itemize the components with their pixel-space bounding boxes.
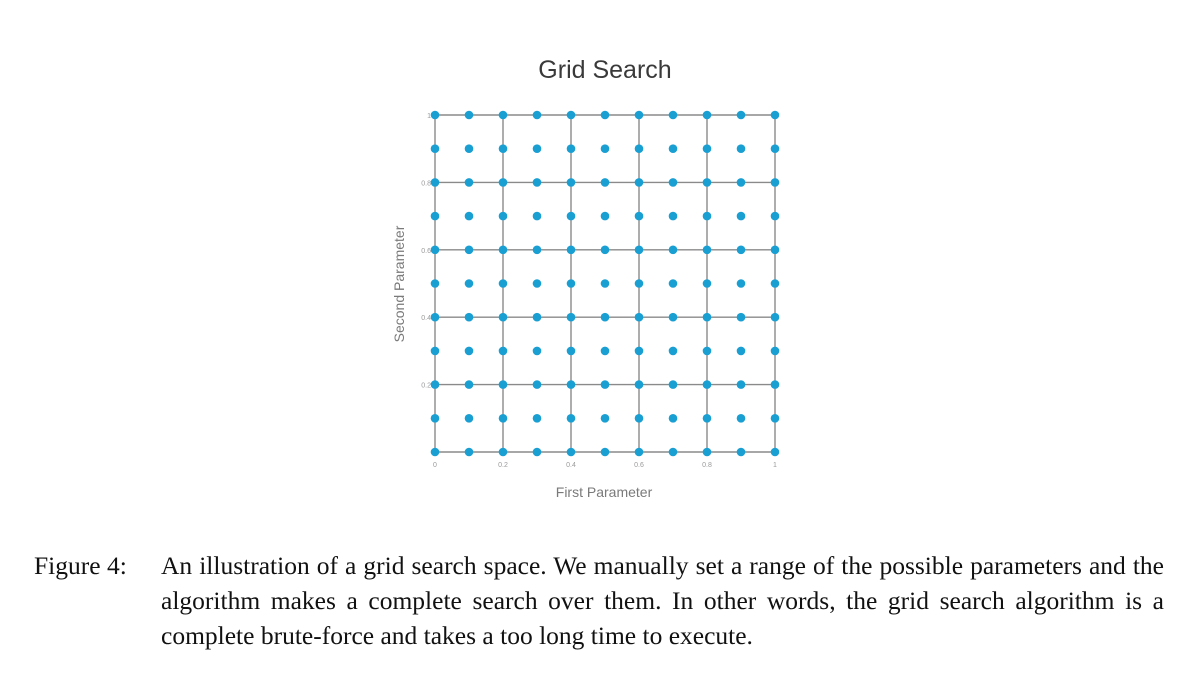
grid-point xyxy=(533,144,542,153)
grid-points xyxy=(431,111,780,457)
grid-point xyxy=(431,178,440,187)
grid-point xyxy=(499,380,508,389)
grid-point xyxy=(669,347,678,356)
x-tick-label: 0.6 xyxy=(634,462,644,469)
x-axis-label: First Parameter xyxy=(555,484,653,500)
grid-point xyxy=(703,313,712,322)
grid-point xyxy=(635,178,644,187)
grid-point xyxy=(465,380,474,389)
grid-point xyxy=(601,212,610,221)
grid-point xyxy=(567,414,576,423)
grid-point xyxy=(635,246,644,255)
figure-caption xyxy=(34,548,1164,653)
grid-point xyxy=(771,111,780,120)
x-tick-label: 1 xyxy=(773,462,777,469)
grid-point xyxy=(601,279,610,288)
x-tick-label: 0.8 xyxy=(702,462,712,469)
grid-point xyxy=(635,111,644,120)
grid-point xyxy=(601,111,610,120)
caption-text: An illustration of a grid search space. We manually set a range of the possible parameters and the algorithm makes a complete search over them. In other words, the grid search algorithm is a complete brute-force and takes a too long time to execute. xyxy=(161,551,1164,650)
grid-point xyxy=(737,380,746,389)
grid-point xyxy=(601,144,610,153)
y-tick-label: 0.2 xyxy=(421,382,431,390)
grid-point xyxy=(465,313,474,322)
y-tick-label: 1 xyxy=(427,113,431,120)
x-tick-label: 0.2 xyxy=(498,462,508,469)
grid-point xyxy=(465,212,474,221)
grid-point xyxy=(737,111,746,120)
grid-point xyxy=(601,414,610,423)
grid-point xyxy=(567,448,576,457)
grid-point xyxy=(771,144,780,153)
grid-point xyxy=(431,212,440,221)
grid-point xyxy=(533,380,542,389)
grid-point xyxy=(533,448,542,457)
grid-point xyxy=(465,246,474,255)
grid-point xyxy=(703,347,712,356)
grid-point xyxy=(465,414,474,423)
grid-point xyxy=(431,347,440,356)
grid-point xyxy=(737,414,746,423)
grid-point xyxy=(669,313,678,322)
grid-point xyxy=(499,111,508,120)
grid-point xyxy=(601,246,610,255)
grid-point xyxy=(533,313,542,322)
grid-point xyxy=(703,111,712,120)
grid-point xyxy=(465,448,474,457)
grid-point xyxy=(737,246,746,255)
grid-point xyxy=(601,347,610,356)
grid-point xyxy=(703,144,712,153)
grid-point xyxy=(533,279,542,288)
grid-point xyxy=(567,111,576,120)
grid-point xyxy=(703,380,712,389)
x-tick-label: 0.4 xyxy=(566,462,576,469)
x-tick-label: 0 xyxy=(433,462,437,469)
grid-point xyxy=(499,448,508,457)
y-tick-label: 0.4 xyxy=(421,315,431,323)
chart-title: Grid Search xyxy=(538,56,672,84)
caption-label: Figure 4: xyxy=(34,551,127,580)
grid-point xyxy=(533,347,542,356)
grid-point xyxy=(771,313,780,322)
grid-point xyxy=(669,380,678,389)
grid-point xyxy=(431,313,440,322)
grid-point xyxy=(669,448,678,457)
grid-point xyxy=(567,178,576,187)
grid-point xyxy=(771,414,780,423)
grid-point xyxy=(601,313,610,322)
grid-point xyxy=(771,380,780,389)
grid-point xyxy=(737,144,746,153)
grid-point xyxy=(703,414,712,423)
grid-point xyxy=(771,246,780,255)
grid-point xyxy=(431,111,440,120)
grid-point xyxy=(703,212,712,221)
grid-point xyxy=(771,212,780,221)
grid-point xyxy=(703,246,712,255)
grid-point xyxy=(499,313,508,322)
grid-point xyxy=(499,279,508,288)
tick-labels xyxy=(421,113,777,469)
grid-point xyxy=(601,380,610,389)
grid-point xyxy=(635,144,644,153)
grid-point xyxy=(669,212,678,221)
grid-point xyxy=(669,144,678,153)
grid-point xyxy=(737,212,746,221)
grid-point xyxy=(533,414,542,423)
grid-point xyxy=(499,246,508,255)
grid-point xyxy=(635,279,644,288)
grid-point xyxy=(431,279,440,288)
grid-point xyxy=(669,279,678,288)
y-tick-label: 0.8 xyxy=(421,180,431,188)
grid-point xyxy=(465,178,474,187)
grid-point xyxy=(737,347,746,356)
grid-point xyxy=(771,347,780,356)
grid-point xyxy=(533,111,542,120)
grid-point xyxy=(567,347,576,356)
grid-point xyxy=(499,178,508,187)
grid-point xyxy=(499,212,508,221)
grid-point xyxy=(635,380,644,389)
y-tick-label: 0.6 xyxy=(421,247,431,255)
grid-point xyxy=(465,279,474,288)
grid-point xyxy=(465,111,474,120)
grid-point xyxy=(567,279,576,288)
grid-point xyxy=(703,178,712,187)
grid-point xyxy=(635,414,644,423)
grid-point xyxy=(465,144,474,153)
grid-point xyxy=(601,448,610,457)
grid-point xyxy=(499,144,508,153)
grid-point xyxy=(601,178,610,187)
grid-point xyxy=(499,347,508,356)
grid-point xyxy=(771,178,780,187)
grid-point xyxy=(771,448,780,457)
grid-point xyxy=(567,246,576,255)
grid-point xyxy=(669,246,678,255)
grid-point xyxy=(533,212,542,221)
grid-point xyxy=(635,313,644,322)
grid-point xyxy=(737,448,746,457)
grid-point xyxy=(567,212,576,221)
grid-point xyxy=(465,347,474,356)
grid-point xyxy=(567,380,576,389)
grid-point xyxy=(431,380,440,389)
grid-point xyxy=(431,414,440,423)
grid-point xyxy=(669,111,678,120)
grid-point xyxy=(499,414,508,423)
grid-point xyxy=(703,448,712,457)
grid-point xyxy=(431,246,440,255)
grid-point xyxy=(771,279,780,288)
grid-point xyxy=(431,144,440,153)
grid-point xyxy=(635,212,644,221)
grid-point xyxy=(567,144,576,153)
grid-point xyxy=(669,178,678,187)
grid-point xyxy=(669,414,678,423)
grid-point xyxy=(533,178,542,187)
grid-point xyxy=(737,178,746,187)
grid-point xyxy=(635,347,644,356)
grid-point xyxy=(431,448,440,457)
grid-point xyxy=(737,313,746,322)
grid-point xyxy=(533,246,542,255)
grid-point xyxy=(737,279,746,288)
grid-point xyxy=(567,313,576,322)
grid-point xyxy=(635,448,644,457)
grid-point xyxy=(703,279,712,288)
y-axis-label: Second Parameter xyxy=(391,225,407,343)
